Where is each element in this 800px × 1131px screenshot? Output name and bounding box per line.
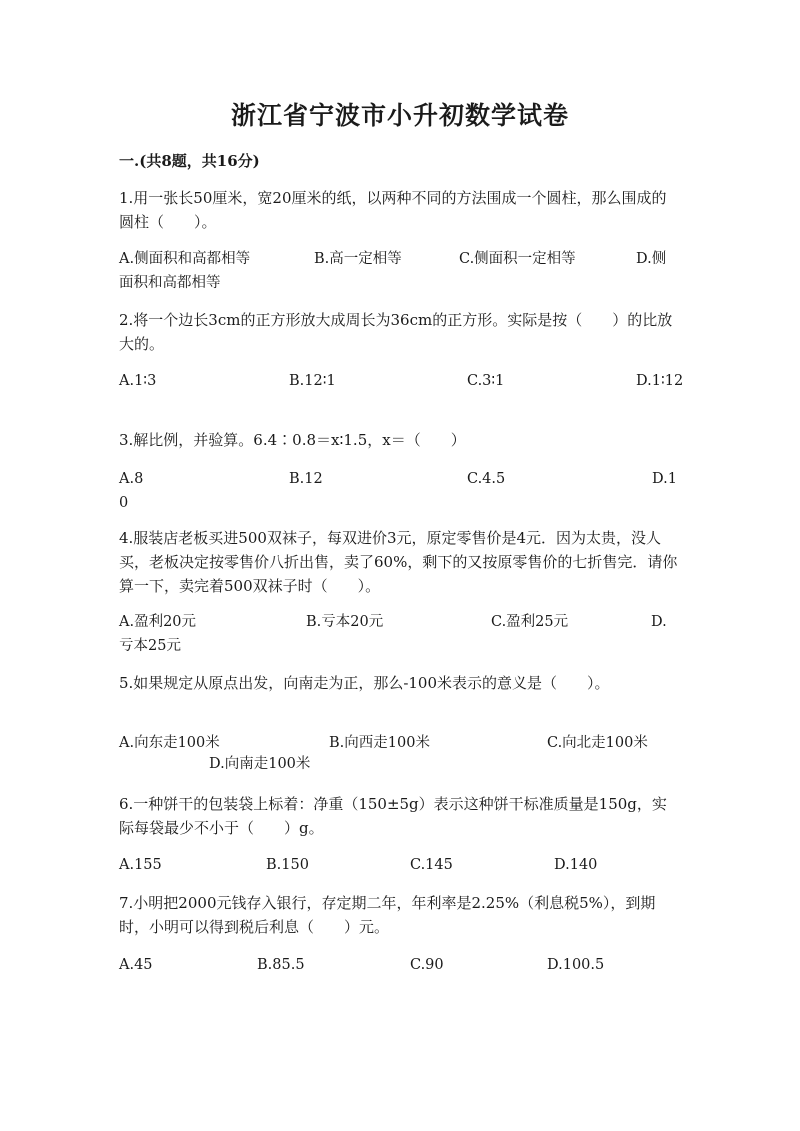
options-3	[119, 467, 679, 515]
question-7: 7.小明把2000元钱存入银行，存定期二年，年利率是2.25%（利息税5%），到期时，小明可以得到税后利息（ ）元。	[119, 894, 656, 936]
option-c[interactable]: C.4.5	[467, 471, 506, 487]
option-b[interactable]: B.向西走100米	[329, 735, 430, 751]
question-1: 1.用一张长50厘米，宽20厘米的纸，以两种不同的方法围成一个圆柱，那么围成的圆柱（ ）。	[119, 189, 667, 231]
option-d[interactable]: D.亏本25元	[119, 614, 667, 654]
option-c[interactable]: C.90	[410, 957, 444, 973]
option-c[interactable]: C.向北走100米	[547, 735, 648, 751]
options-7	[119, 953, 679, 1001]
option-d[interactable]: D.向南走100米	[209, 756, 311, 772]
options-4	[119, 610, 679, 658]
option-d[interactable]: D.侧面积和高都相等	[119, 251, 667, 291]
option-a[interactable]: A.155	[119, 857, 162, 873]
option-c[interactable]: C.盈利25元	[491, 614, 569, 630]
option-b[interactable]: B.高一定相等	[314, 251, 402, 267]
option-a[interactable]: A.向东走100米	[119, 735, 220, 751]
option-b[interactable]: B.亏本20元	[306, 614, 384, 630]
option-b[interactable]: B.150	[266, 857, 309, 873]
options-5	[119, 731, 679, 779]
option-c[interactable]: C.侧面积一定相等	[459, 251, 576, 267]
question-3: 3.解比例，并验算。6.4∶0.8＝x∶1.5，x＝（ ）	[119, 431, 466, 449]
section-heading: 一.(共8题，共16分)	[119, 152, 260, 170]
option-b[interactable]: B.12∶1	[289, 373, 336, 389]
options-2	[119, 369, 684, 417]
option-c[interactable]: C.145	[410, 857, 453, 873]
option-a[interactable]: A.45	[119, 957, 153, 973]
option-a[interactable]: A.侧面积和高都相等	[119, 251, 251, 267]
question-4: 4.服装店老板买进500双袜子，每双进价3元，原定零售价是4元．因为太贵，没人买，老板决定按零售价八折出售，卖了60%，剩下的又按原零售价的七折售完．请你算一下，卖完着500双袜子时（ ）。	[119, 529, 678, 595]
option-a[interactable]: A.1∶3	[119, 373, 157, 389]
option-d[interactable]: D.100.5	[547, 957, 605, 973]
option-d[interactable]: D.1∶12	[636, 373, 684, 389]
question-2: 2.将一个边长3cm的正方形放大成周长为36cm的正方形。实际是按（ ）的比放大的。	[119, 311, 673, 353]
question-6: 6.一种饼干的包装袋上标着：净重（150±5g）表示这种饼干标准质量是150g，实际每袋最少不小于（ ）g。	[119, 795, 667, 837]
option-b[interactable]: B.85.5	[257, 957, 305, 973]
option-d[interactable]: D.140	[554, 857, 598, 873]
option-c[interactable]: C.3∶1	[467, 373, 505, 389]
question-5: 5.如果规定从原点出发，向南走为正，那么-100米表示的意义是（ ）。	[119, 674, 610, 692]
options-1	[119, 247, 679, 295]
page-title: 浙江省宁波市小升初数学试卷	[230, 101, 569, 130]
option-b[interactable]: B.12	[289, 471, 323, 487]
option-a[interactable]: A.盈利20元	[119, 614, 197, 630]
option-d[interactable]: D.10	[119, 471, 677, 511]
option-a[interactable]: A.8	[119, 471, 144, 487]
